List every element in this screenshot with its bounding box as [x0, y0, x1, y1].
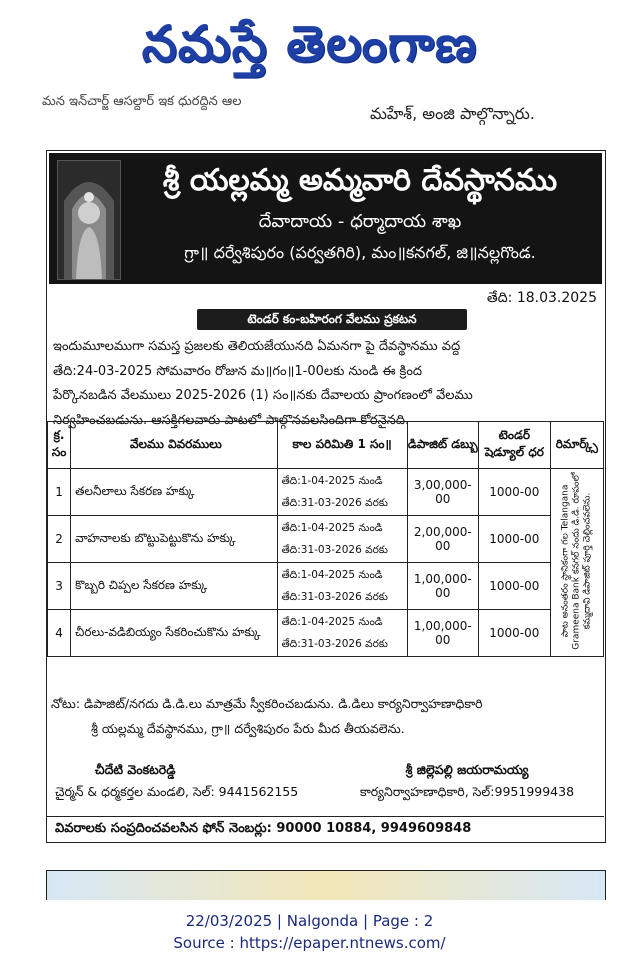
- notice-note: [51, 691, 601, 741]
- paragraph-line: తేది:24-03-2025 సోమవారం రోజున మ॥గం॥1-00లకు నుండి ఈ క్రింద: [53, 363, 423, 379]
- row-sno: 1: [48, 469, 71, 516]
- eo-title: కార్యనిర్వాహణాధికారి, సెల్:9951999438: [359, 784, 575, 799]
- row-period: [277, 516, 407, 563]
- signatory-eo: [337, 759, 597, 803]
- remarks-text: పాట అనంతరం స్థానికంగా గల Telangana Grameena Bank కనగల్ నందు డి.డి. రూపంలో కమ్మదావి డిపాజిట్ పూర్తి చెల్లించవలెను.: [560, 472, 593, 650]
- temple-banner: [49, 153, 602, 284]
- chairman-title: చైర్మన్ & ధర్మకర్తల మండలి, సెల్: 9441562155: [55, 784, 299, 799]
- header-schedule: టెండర్ షెడ్యూల్ ధర: [479, 422, 551, 469]
- row-period: [277, 610, 407, 657]
- previous-article-fragment-right: మహేశ్, అంజి పాల్గొన్నారు.: [370, 104, 535, 123]
- row-item: వాహనాలకు బొట్టుపెట్టుకొను హక్కు: [71, 516, 277, 563]
- row-deposit: 1,00,000-00: [407, 563, 479, 610]
- department: దేవాదాయ - ధర్మాదాయ శాఖ: [258, 211, 462, 232]
- table-row: [48, 516, 604, 563]
- row-item: చీరలు-వడిబియ్యం సేకరించుకొను హక్కు: [71, 610, 277, 657]
- row-schedule: 1000-00: [479, 563, 551, 610]
- row-deposit: 3,00,000-00: [407, 469, 479, 516]
- header-period: కాల పరిమితి 1 సం॥: [277, 422, 407, 469]
- chairman-name: చీదేటి వెంకటరెడ్డి: [95, 762, 176, 777]
- header-remarks: రిమార్క్స్: [550, 422, 603, 469]
- row-item: కొబ్బరి చిప్పల సేకరణ హక్కు: [71, 563, 277, 610]
- table-row: [48, 469, 604, 516]
- period-to: తేది:31-03-2026 వరకు: [281, 544, 388, 556]
- period-to: తేది:31-03-2026 వరకు: [281, 497, 388, 509]
- footer-source: Source : https://epaper.ntnews.com/: [173, 934, 446, 952]
- row-deposit: 1,00,000-00: [407, 610, 479, 657]
- temple-address: గ్రా॥ దర్వేశిపురం (పర్వతగిరి), మం॥కనగల్, జి॥నల్లగొండ.: [184, 243, 536, 262]
- signatory-chairman: [55, 759, 298, 803]
- notice-heading: టెండర్ కం-బహిరంగ వేలము ప్రకటన: [197, 309, 467, 330]
- paragraph-line: పేర్కొనబడిన వేలములు 2025-2026 (1) సం॥నకు దేవాలయ ప్రాంగణంలో వేలము: [53, 388, 473, 403]
- table-header-row: [48, 422, 604, 469]
- row-sno: 3: [48, 563, 71, 610]
- divider: [47, 816, 604, 817]
- contact-numbers: వివరాలకు సంప్రదించవలసిన ఫోన్ నెంబర్లు: 90000 10884, 9949609848: [55, 821, 472, 836]
- row-schedule: 1000-00: [479, 469, 551, 516]
- period-from: తేది:1-04-2025 నుండి: [281, 569, 383, 581]
- period-to: తేది:31-03-2026 వరకు: [281, 591, 388, 603]
- header-deposit: డిపాజిట్ డబ్బు: [407, 422, 479, 469]
- deity-image: [57, 160, 121, 280]
- auction-table: [47, 421, 604, 657]
- row-schedule: 1000-00: [479, 516, 551, 563]
- row-period: [277, 469, 407, 516]
- period-from: తేది:1-04-2025 నుండి: [281, 616, 383, 628]
- notice-date: తేది: 18.03.2025: [486, 290, 597, 306]
- row-schedule: 1000-00: [479, 610, 551, 657]
- eo-name: శ్రీ జిల్లెపల్లి జయరామయ్య: [405, 762, 529, 777]
- paragraph-line: ఇందుమూలముగా సమస్త ప్రజలకు తెలియజేయునది ఏమనగా పై దేవస్థానము వద్ద: [53, 339, 461, 354]
- newspaper-masthead: [0, 0, 619, 90]
- header-sno: క్ర. సం: [48, 422, 71, 469]
- row-sno: 2: [48, 516, 71, 563]
- period-from: తేది:1-04-2025 నుండి: [281, 522, 383, 534]
- note-line: నోటు: డిపాజిట్/నగదు డి.డి.లు మాత్రమే స్వీకరించబడును. డి.డిలు కార్యనిర్వాహణాధికారి: [51, 696, 483, 711]
- row-item: తలనీలాలు సేకరణ హక్కు: [71, 469, 277, 516]
- note-line: శ్రీ యల్లమ్మ దేవస్థానము, గ్రా॥ దర్వేశిపురం పేరు మీద తీయవలెను.: [91, 721, 405, 736]
- paragraph-line: నిర్వహించబడును. ఆసక్తిగలవారు పాటలో పాల్గొనవలసిందిగా కోరనైనది.: [53, 412, 410, 428]
- masthead-title: నమస్తే తెలంగాణ: [141, 15, 478, 73]
- footer-edition-info: 22/03/2025 | Nalgonda | Page : 2: [185, 912, 434, 930]
- row-sno: 4: [48, 610, 71, 657]
- header-item: వేలము వివరములు: [71, 422, 277, 469]
- next-advert-strip: [46, 870, 606, 900]
- remarks-cell: [550, 469, 603, 657]
- notice-paragraph: [53, 335, 601, 433]
- previous-article-fragment-left: మన ఇన్‌చార్జ్ ఆసల్దార్ ఇక ధురద్దిన ఆల: [42, 94, 242, 109]
- period-from: తేది:1-04-2025 నుండి: [281, 475, 383, 487]
- row-period: [277, 563, 407, 610]
- table-row: [48, 610, 604, 657]
- period-to: తేది:31-03-2026 వరకు: [281, 638, 388, 650]
- table-row: [48, 563, 604, 610]
- row-deposit: 2,00,000-00: [407, 516, 479, 563]
- temple-name: శ్రీ యల్లమ్మ అమ్మవారి దేవస్థానము: [162, 163, 558, 198]
- tender-notice: [46, 150, 606, 843]
